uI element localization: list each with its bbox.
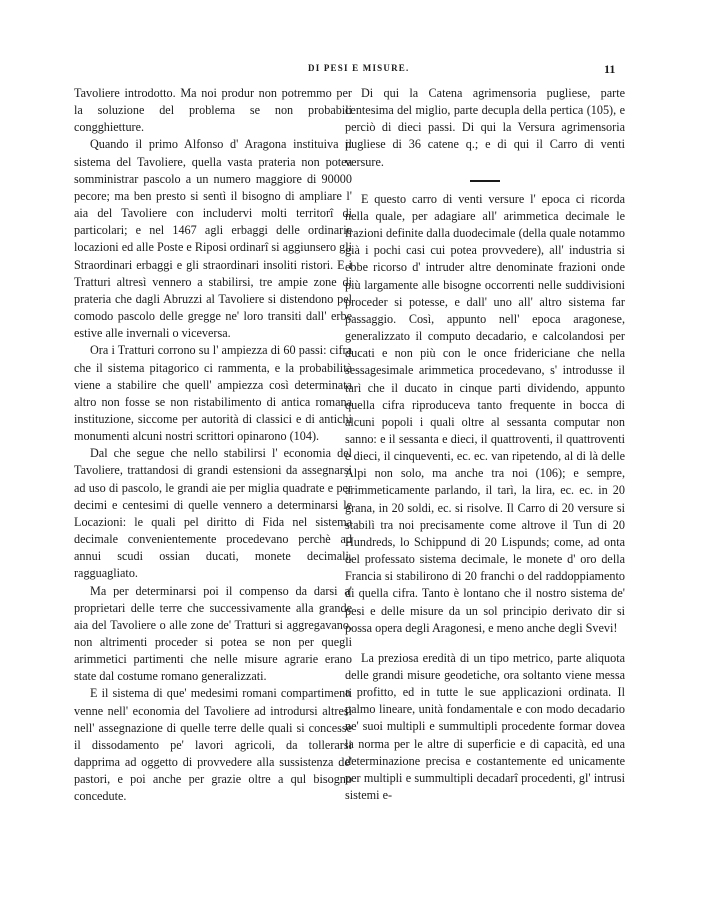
left-paragraph-1: Tavoliere introdotto. Ma noi produr non potremmo per la soluzione del problema se non probabili congghietture. <box>74 86 352 135</box>
left-paragraph-4: Dal che segue che nello stabilirsi l' economia del Tavoliere, trattandosi di grandi estensioni da assegnarsi ad uso di pascolo, le grandi aie per miglia quadrate e per decimi e centesimi di quelle vennero a determinarsi le Locazioni: le quali pel diritto di Fida nel sistema decimale convenientemente procedevano perchè ad annui scudi ossian ducati, monete decimali, ragguagliato. <box>74 446 352 581</box>
running-head <box>0 63 725 79</box>
running-title: DI PESI E MISURE. <box>308 63 410 73</box>
left-paragraph-3: Ora i Tratturi corrono su l' ampiezza di 60 passi: cifra che il sistema pitagorico ci rammenta, e la probabilità viene a stabilire che quell' ampiezza così determinata altro non fosse se non ristabilimento di antica romana instituzione, siccome per autorità di classici e di antichi monumenti alcuni nostri scrittori opinarono (104). <box>74 343 352 444</box>
left-paragraph-2: Quando il primo Alfonso d' Aragona instituiva il sistema del Tavoliere, quella vasta prateria non potea somministrar pascolo a un numero maggiore di 90000 pecore; ma ben presto si sentì il bisogno di ampliare l' aia del Tavoliere con includervi molti territorî di particolari; e nel 1467 agli erbaggi delle ordinarie locazioni ed alle Poste e Riposi ordinarî si aggiunsero gli Straordinari erbaggi e gli straordinari insoliti ristori. E i Tratturi altresì vennero a stabilirsi, tre ampie zone di prateria che dagli Abruzzi al Tavoliere si distendono pel comodo pascolo delle gregge ne' loro transiti dall' erbe estive alle invernali o viceversa. <box>74 137 352 341</box>
right-paragraph-3: La preziosa eredità di un tipo metrico, parte aliquota delle grandi misure geodetiche, ora soltanto viene messa a profitto, ed in tutte le sue applicazioni ordinata. Il palmo lineare, unità fondamentale e con modo decadario ne' suoi multipli e summultipli procedente formar dovea la norma per le altre di superficie e di capacità, ed una determinazione precisa e costantemente ed unicamente per multipli e summultipli decadarî procedenti, gl' intrusi sistemi e- <box>345 650 625 803</box>
right-column <box>345 85 625 804</box>
left-paragraph-6: E il sistema di que' medesimi romani compartimenti venne nell' economia del Tavoliere ad introdursi altresì nell' assegnazione di quelle terre delle quali si concesse il dissodamento pe' lavori agricoli, da tollerarsi dapprima ad oggetto di provvedere alla sussistenza de' pastori, e poi anche per grazie oltre a qul bisogno concedute. <box>74 686 352 804</box>
left-paragraph-5: Ma per determinarsi poi il compenso da darsi a' proprietari delle terre che successivamente alla grande aia del Tavoliere o alle zone de' Tratturi si aggregavano, non altrimenti proceder si potea se non per quegli arimmetici partimenti che nelle misure agrarie erano state dal costume romano generalizzati. <box>74 583 352 684</box>
page-number: 11 <box>604 62 616 76</box>
right-paragraph-2: E questo carro di venti versure l' epoca ci ricorda nella quale, per adagiare all' arimmetica decimale le frazioni definite dalla duodecimale (della quale notammo già i pochi casi cui potea provvedere), all' industria si ebbe ricorso d' intruder altre denominate frazioni onde più largamente alle bisogne occorrenti nelle suddivisioni proceder si potesse, e dall' uno all' altro sistema far passaggio. Così, appunto nell' epoca aragonese, generalizzato il computo decadario, e calcolandosi per ducati e non più con le once fridericiane che nella sessagesimale arimmetica procedevano, s' introdusse il tarì che il ducato in cinque parti dividendo, appunto quella cifra riproduceva tanto frequente in bocca di alcuni popoli i quali oltre al sessanta computar non sanno: e il sessanta e dieci, il quattroventi, il quattroventi e dieci, il cinqueventi, ec. ec. van ripetendo, al di là delle Alpi non solo, ma anche tra noi (106); e sempre, arimmeticamente parlando, il tarì, la lira, ec. ec. in 20 grana, in 20 soldi, ec. si risolve. Il Carro di 20 versure si stabilì tra noi precisamente come altrove il Tun di 20 Hundreds, lo Schippund di 20 Lispunds; come, ad onta del professato sistema decimale, le monete d' oro della Francia si stabilirono di 20 franchi o del raddoppiamento di quella cifra. Tanto è lontano che il nostro sistema de' pesi e delle misure da un sol principio derivato dir si possa opera degli Aragonesi, e meno anche degli Svevi! <box>345 191 625 635</box>
right-paragraph-1: Di qui la Catena agrimensoria pugliese, parte centesima del miglio, parte decupla della pertica (105), e perciò di dieci passi. Di qui la Versura agrimensoria pugliese di 36 catene q.; e di qui il Carro di venti versure. <box>345 86 625 169</box>
section-divider <box>470 180 500 182</box>
left-column <box>74 85 352 806</box>
